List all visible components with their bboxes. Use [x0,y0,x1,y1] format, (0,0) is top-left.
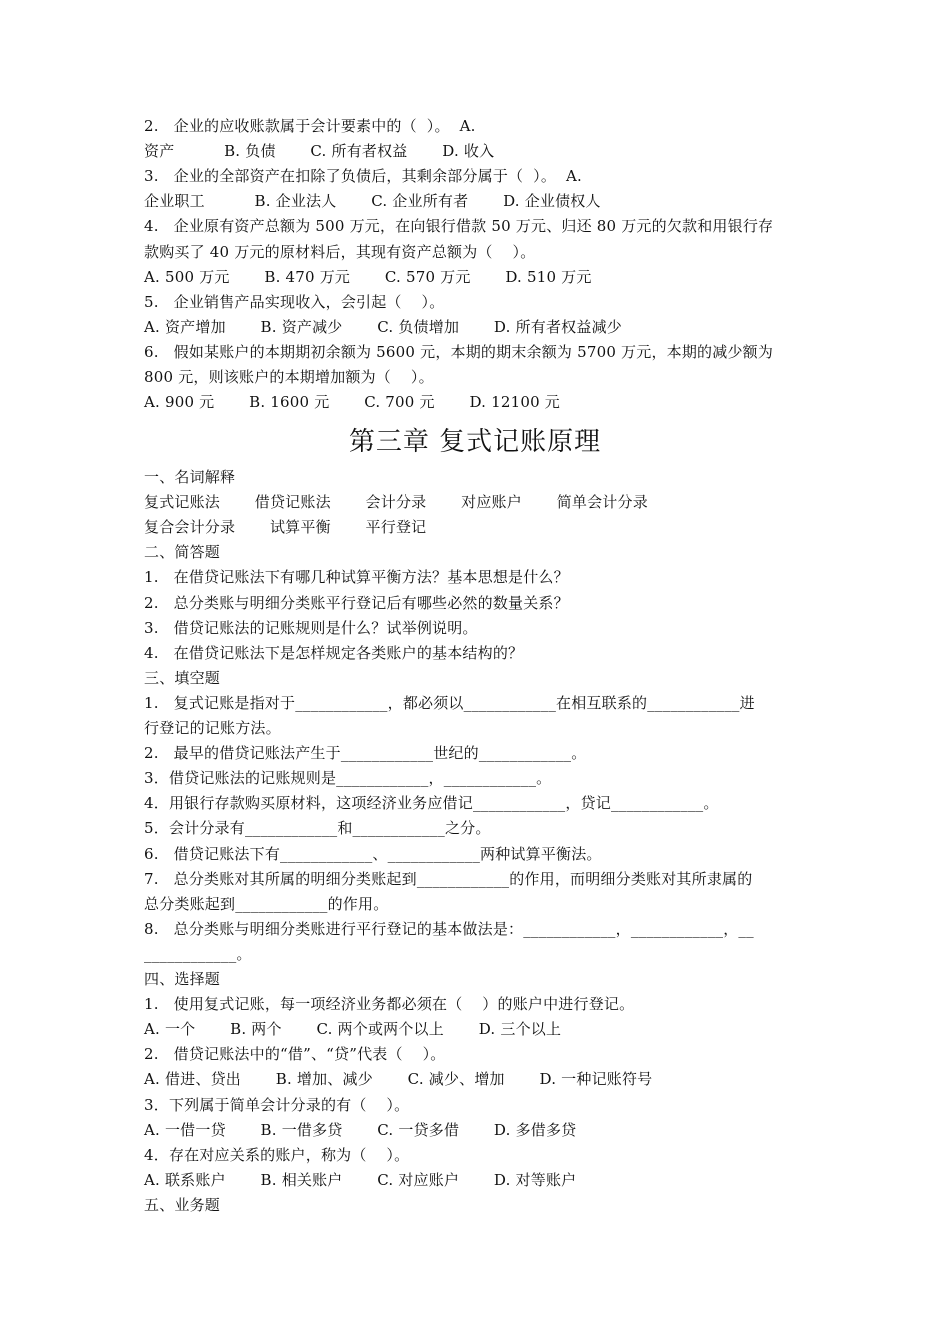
text-line: 4．存在对应关系的账户，称为（ ）。 [144,1145,410,1164]
text-line: 企业职工 B. 企业法人 C. 企业所有者 D. 企业债权人 [144,192,601,211]
text-line: 7. 总分类账对其所属的明细分类账起到____________的作用，而明细分类账对其所隶属的 [144,869,753,888]
text-line: 2. 企业的应收账款属于会计要素中的（ ）。 A. [144,117,476,135]
text-line: 2. 借贷记账法中的“借”、“贷”代表（ ）。 [144,1045,446,1064]
text-line: 4. 企业原有资产总额为 500 万元，在向银行借款 50 万元、归还 80 万元的欠款和用银行存 [144,217,774,236]
text-line: 3．借贷记账法的记账规则是____________，____________。 [144,769,552,788]
text-line: 行登记的记账方法。 [144,719,281,737]
text-line: 3．下列属于简单会计分录的有（ ）。 [144,1095,410,1114]
text-line: 1. 使用复式记账，每一项经济业务都必须在（ ）的账户中进行登记。 [144,995,635,1014]
text-line: 4. 在借贷记账法下是怎样规定各类账户的基本结构的？ [144,643,524,662]
text-line: 8. 总分类账与明细分类账进行平行登记的基本做法是：____________，____________，__ [144,919,754,938]
text-line: A. 一个 B. 两个 C. 两个或两个以上 D. 三个以上 [144,1020,562,1039]
text-line: ____________。 [144,944,252,963]
text-line: A. 联系账户 B. 相关账户 C. 对应账户 D. 对等账户 [144,1170,577,1189]
text-line: 6. 借贷记账法下有____________、____________两种试算平衡法。 [144,844,602,863]
text-line: 1. 在借贷记账法下有哪几种试算平衡方法？基本思想是什么？ [144,568,569,587]
text-line: 复合会计分录 试算平衡 平行登记 [144,518,427,537]
text-line: A. 借进、贷出 B. 增加、减少 C. 减少、增加 D. 一种记账符号 [144,1070,653,1089]
text-line: 三、填空题 [144,668,221,687]
text-line: A. 900 元 B. 1600 元 C. 700 元 D. 12100 元 [144,393,560,412]
text-line: 5. 企业销售产品实现收入，会引起（ ）。 [144,292,445,311]
text-line: 一、名词解释 [144,468,236,486]
chapter-title: 第三章 复式记账原理 [348,427,602,457]
text-line: 1. 复式记账是指对于____________，都必须以____________在相互联系的____________进 [144,693,755,712]
text-line: 800 元，则该账户的本期增加额为（ ）。 [144,368,434,386]
text-line: 3. 借贷记账法的记账规则是什么？试举例说明。 [144,618,478,637]
text-line: 4．用银行存款购买原材料，这项经济业务应借记____________，贷记____________。 [144,794,719,813]
text-line: 6. 假如某账户的本期期初余额为 5600 元，本期的期末余额为 5700 万元，本期的减少额为 [144,342,774,361]
text-line: A. 一借一贷 B. 一借多贷 C. 一贷多借 D. 多借多贷 [144,1120,577,1139]
text-line: 2. 最早的借贷记账法产生于____________世纪的____________。 [144,744,587,763]
text-line: 总分类账起到____________的作用。 [144,894,389,913]
text-line: A. 资产增加 B. 资产减少 C. 负债增加 D. 所有者权益减少 [144,317,622,336]
text-line: A. 500 万元 B. 470 万元 C. 570 万元 D. 510 万元 [144,267,592,286]
text-line: 复式记账法 借贷记账法 会计分录 对应账户 简单会计分录 [144,493,648,512]
text-line: 2. 总分类账与明细分类账平行登记后有哪些必然的数量关系？ [144,593,569,612]
text-line: 二、简答题 [144,543,221,562]
text-line: 资产 B. 负债 C. 所有者权益 D. 收入 [144,142,495,161]
text-line: 3. 企业的全部资产在扣除了负债后，其剩余部分属于（ ）。 A. [144,167,582,186]
text-line: 5．会计分录有____________和____________之分。 [144,819,491,838]
text-line: 款购买了 40 万元的原材料后，其现有资产总额为（ ）。 [144,242,536,261]
text-line: 四、选择题 [144,970,221,988]
text-line: 五、业务题 [144,1195,221,1214]
